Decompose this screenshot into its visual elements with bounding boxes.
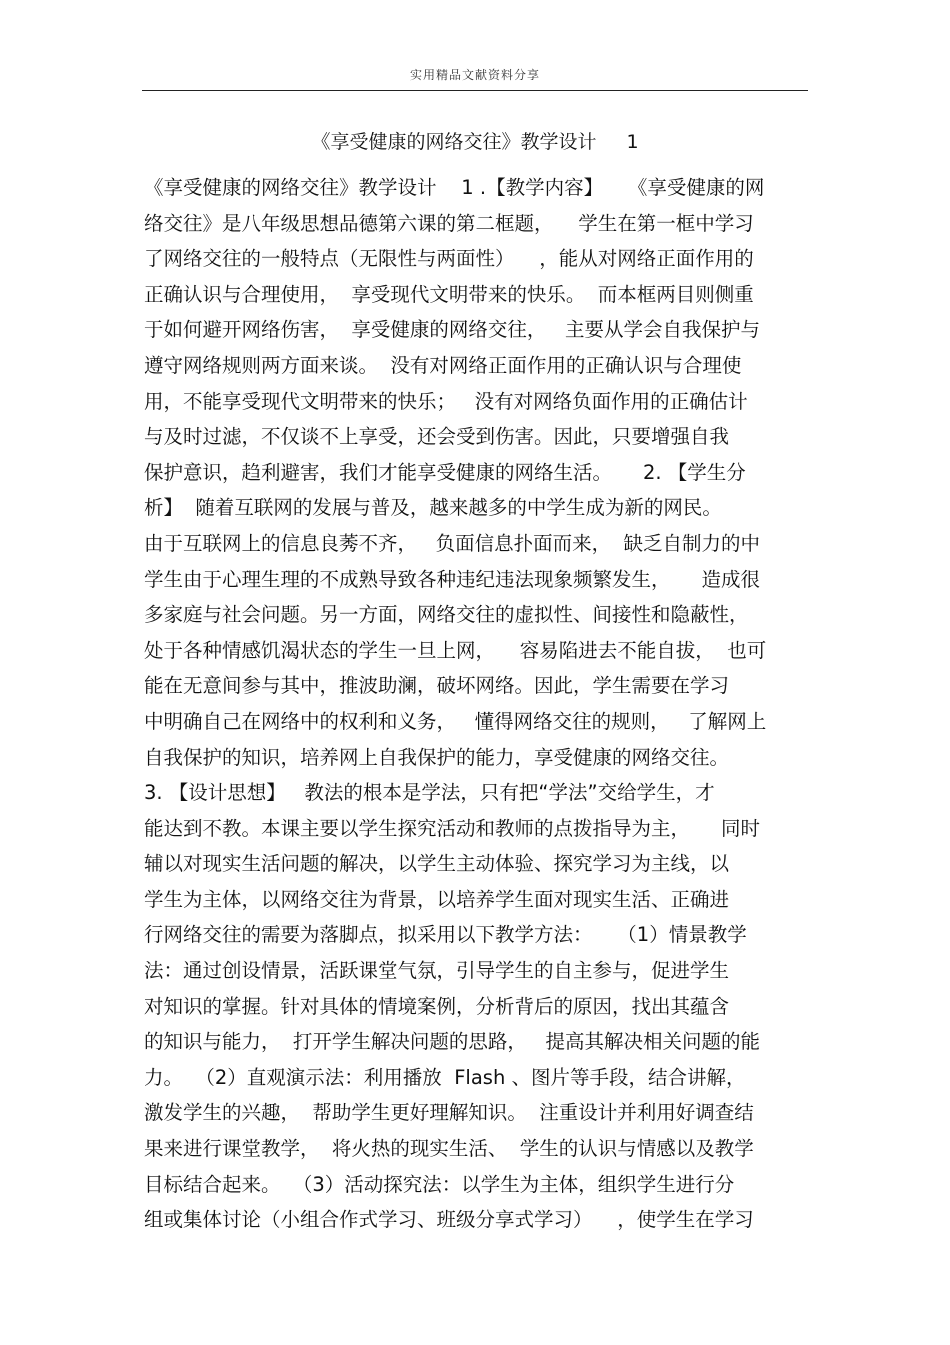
text-line: 遵守网络规则两方面来谈。 没有对网络正面作用的正确认识与合理使 [144,353,742,377]
document-title-text: 《享受健康的网络交往》教学设计 [311,131,597,153]
text-line: 学生由于心理生理的不成熟导致各种违纪违法现象频繁发生， 造成很 [144,567,760,591]
text-line: 行网络交往的需要为落脚点，拟采用以下教学方法： （1）情景教学 [144,923,747,947]
text-line: 中明确自己在网络中的权利和义务， 懂得网络交往的规则， 了解网上 [144,709,767,733]
text-line: 果来进行课堂教学， 将火热的现实生活、 学生的认识与情感以及教学 [144,1137,754,1161]
text-line: 激发学生的兴趣， 帮助学生更好理解知识。 注重设计并利用好调查结 [144,1101,754,1125]
document-title-number: 1 [626,131,639,153]
text-line: 由于互联网上的信息良莠不齐， 负面信息扑面而来， 缺乏自制力的中 [144,531,760,555]
text-line: 处于各种情感饥渴状态的学生一旦上网， 容易陷进去不能自拔， 也可 [144,638,767,662]
text-line: 力。 （2）直观演示法：利用播放 Flash 、图片等手段，结合讲解， [144,1065,746,1089]
text-line: 多家庭与社会问题。另一方面，网络交往的虚拟性、间接性和隐蔽性， [144,603,749,627]
text-line: 3. 【设计思想】 教法的根本是学法，只有把“学法”交给学生，才 [144,781,715,805]
text-line: 法：通过创设情景，活跃课堂气氛，引导学生的自主参与，促进学生 [144,959,730,983]
text-line: 析】 随着互联网的发展与普及，越来越多的中学生成为新的网民。 [144,496,722,520]
text-line: 保护意识，趋利避害，我们才能享受健康的网络生活。 2. 【学生分 [144,460,746,484]
text-line: 了网络交往的一般特点（无限性与两面性） ，能从对网络正面作用的 [144,247,754,271]
document-title [0,130,950,154]
text-line: 能在无意间参与其中，推波助澜，破坏网络。因此，学生需要在学习 [144,674,730,698]
body-text [144,170,808,1238]
text-line: 于如何避开网络伤害， 享受健康的网络交往， 主要从学会自我保护与 [144,318,760,342]
text-line: 络交往》是八年级思想品德第六课的第二框题， 学生在第一框中学习 [144,211,754,235]
text-line: 的知识与能力， 打开学生解决问题的思路， 提高其解决相关问题的能 [144,1030,760,1054]
running-header: 实用精品文献资料分享 [409,68,540,82]
text-line: 正确认识与合理使用， 享受现代文明带来的快乐。 而本框两目则侧重 [144,282,754,306]
text-line: 对知识的掌握。针对具体的情境案例，分析背后的原因，找出其蕴含 [144,994,730,1018]
text-line: 学生为主体，以网络交往为背景，以培养学生面对现实生活、正确进 [144,887,730,911]
text-line: 能达到不教。本课主要以学生探究活动和教师的点拨指导为主， 同时 [144,816,760,840]
text-line: 《享受健康的网络交往》教学设计 1 .【教学内容】 《享受健康的网 [144,176,765,199]
text-line: 辅以对现实生活问题的解决，以学生主动体验、探究学习为主线，以 [144,852,730,876]
text-line: 自我保护的知识，培养网上自我保护的能力，享受健康的网络交往。 [144,745,730,769]
header-rule [142,90,808,91]
text-line: 组或集体讨论（小组合作式学习、班级分享式学习） ，使学生在学习 [144,1208,754,1232]
text-line: 与及时过滤，不仅谈不上享受，还会受到伤害。因此，只要增强自我 [144,425,730,449]
text-line: 用，不能享受现代文明带来的快乐； 没有对网络负面作用的正确估计 [144,389,748,413]
text-line: 目标结合起来。 （3）活动探究法：以学生为主体，组织学生进行分 [144,1172,735,1196]
